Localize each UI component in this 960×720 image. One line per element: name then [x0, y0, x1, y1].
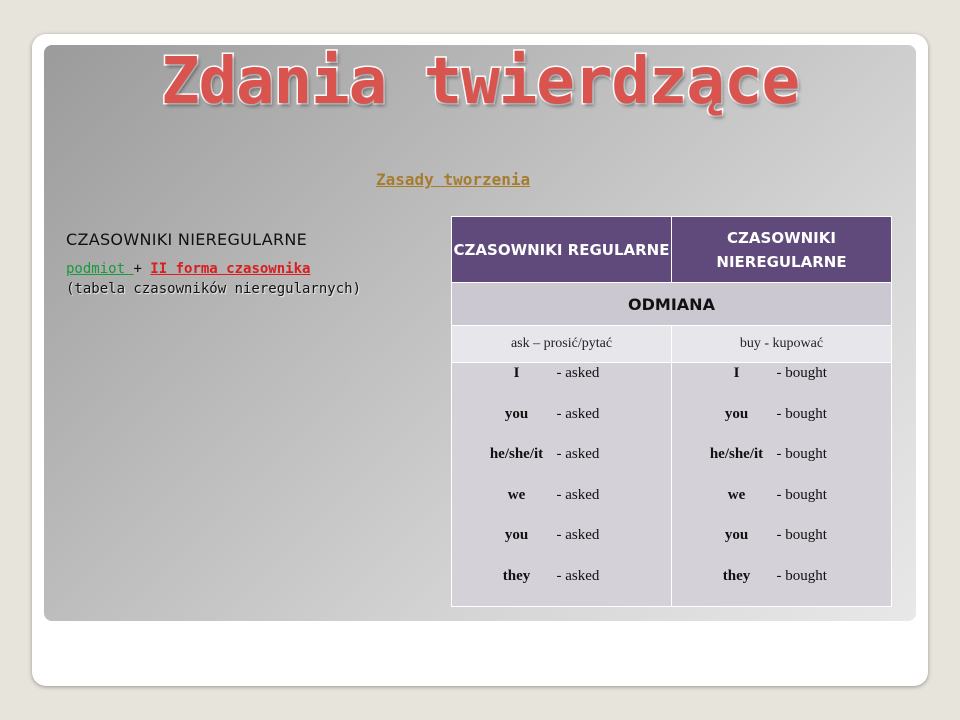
pronoun: you	[724, 405, 749, 422]
verb-regular: ask – prosić/pytać	[452, 326, 672, 363]
header-regular: CZASOWNIKI REGULARNE	[452, 217, 672, 283]
regular-conjugation-cell	[452, 363, 672, 607]
conjugation-row	[452, 363, 892, 607]
conjugation-line	[672, 566, 891, 607]
verb-form: - bought	[776, 446, 827, 462]
verb-form: - bought	[776, 365, 827, 381]
pronoun: I	[733, 365, 740, 381]
conjugation-line	[452, 363, 671, 404]
verb-row	[452, 326, 892, 363]
conjugation-line	[672, 485, 891, 526]
conjugation-line	[672, 363, 891, 404]
verb-form: - bought	[776, 567, 827, 584]
verb-form: - bought	[776, 486, 827, 503]
verb-form: - asked	[556, 527, 600, 543]
table-header-row	[452, 217, 892, 283]
rule-subject-link[interactable]: podmiot	[66, 261, 134, 277]
verb-form: - asked	[556, 365, 600, 381]
conjugation-line	[452, 525, 671, 566]
pronoun: we	[727, 486, 746, 503]
verb-form: - bought	[776, 527, 827, 543]
odmiana-label: ODMIANA	[452, 283, 892, 326]
rule-verb-form-link[interactable]: II forma czasownika	[150, 261, 311, 277]
verb-form: - asked	[556, 405, 600, 422]
pronoun: you	[504, 405, 529, 422]
conjugation-line	[452, 485, 671, 526]
conjugation-line	[672, 404, 891, 445]
conjugation-line	[672, 444, 891, 485]
conjugation-table	[451, 216, 892, 607]
conjugation-line	[452, 444, 671, 485]
rule-formula	[66, 261, 361, 277]
verb-irregular: buy - kupować	[672, 326, 892, 363]
verb-form: - asked	[556, 486, 600, 503]
odmiana-row	[452, 283, 892, 326]
pronoun: you	[724, 527, 749, 543]
conjugation-line	[452, 566, 671, 607]
rule-block	[66, 230, 361, 297]
slide-subtitle[interactable]: Zasady tworzenia	[376, 170, 531, 189]
verb-form: - asked	[556, 567, 600, 584]
slide-title: Zdania twierdzące	[160, 45, 800, 119]
pronoun: they	[502, 567, 531, 584]
verb-form: - asked	[556, 446, 600, 462]
pronoun: they	[722, 567, 751, 584]
rule-note: (tabela czasowników nieregularnych)	[66, 281, 362, 297]
rule-heading: CZASOWNIKI NIEREGULARNE	[66, 230, 308, 249]
pronoun: he/she/it	[489, 446, 544, 462]
conjugation-line	[672, 525, 891, 566]
pronoun: we	[507, 486, 526, 503]
irregular-conjugation-cell	[672, 363, 892, 607]
conjugation-line	[452, 404, 671, 445]
pronoun: I	[513, 365, 520, 381]
rule-plus: +	[133, 261, 151, 277]
pronoun: he/she/it	[709, 446, 764, 462]
header-irregular: CZASOWNIKI NIEREGULARNE	[672, 217, 892, 283]
pronoun: you	[504, 527, 529, 543]
verb-form: - bought	[776, 405, 827, 422]
